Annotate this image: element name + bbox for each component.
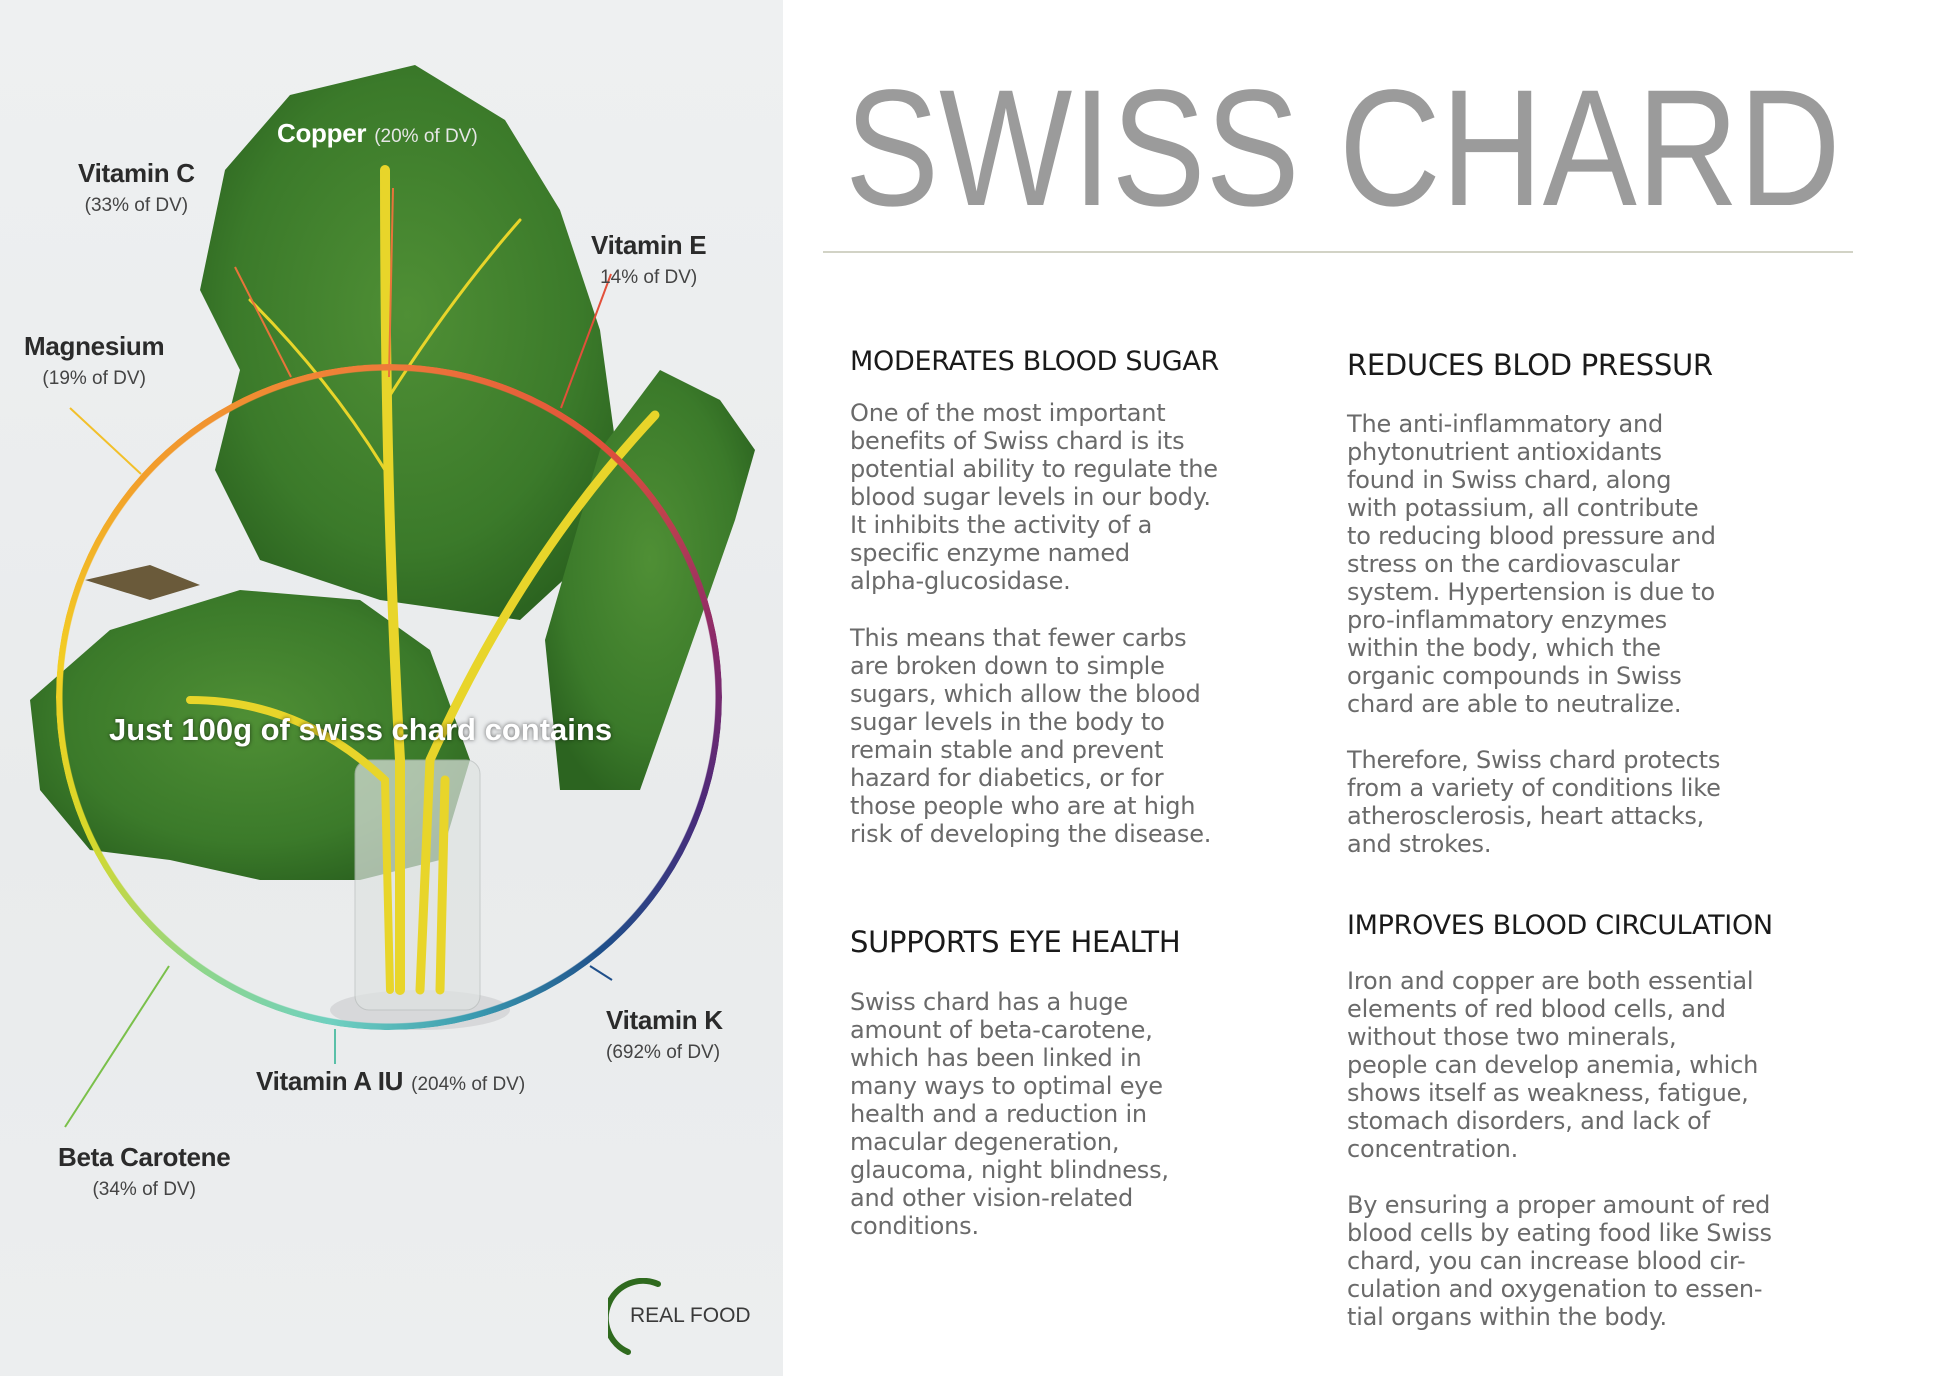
text-line: This means that fewer carbs: [850, 624, 1187, 652]
text-line: One of the most important: [850, 399, 1166, 427]
nutrient-dv: (692% of DV): [606, 1042, 721, 1063]
label-beta-carotene: [58, 1142, 230, 1201]
section-blood-sugar: [850, 346, 1330, 848]
section-heading: MODERATES BLOOD SUGAR: [850, 346, 1219, 377]
label-magnesium: [24, 331, 164, 390]
paragraph: [1347, 410, 1827, 718]
label-vitamin-e: [591, 230, 706, 289]
nutrient-name: Copper: [277, 118, 367, 148]
section-heading: IMPROVES BLOOD CIRCULATION: [1347, 910, 1773, 941]
text-line: sugar levels in the body to: [850, 708, 1165, 736]
logo-text: REAL FOOD: [630, 1304, 751, 1327]
label-vitamin-k: [606, 1005, 723, 1064]
nutrient-dv: (19% of DV): [42, 368, 146, 389]
nutrient-name: Vitamin C: [78, 158, 195, 188]
text-line: Iron and copper are both essential: [1347, 967, 1754, 995]
text-line: atherosclerosis, heart attacks,: [1347, 802, 1705, 830]
text-line: macular degeneration,: [850, 1128, 1120, 1156]
text-line: tial organs within the body.: [1347, 1303, 1667, 1331]
page-title: SWISS CHARD: [845, 56, 1841, 241]
title-divider: [823, 251, 1853, 253]
nutrient-name: Vitamin A IU: [256, 1066, 404, 1096]
text-line: from a variety of conditions like: [1347, 774, 1721, 802]
nutrient-name: Vitamin K: [606, 1005, 723, 1035]
nutrient-dv: 14% of DV): [600, 267, 698, 288]
text-line: stress on the cardiovascular: [1347, 550, 1680, 578]
text-line: It inhibits the activity of a: [850, 511, 1153, 539]
text-line: sugars, which allow the blood: [850, 680, 1201, 708]
text-line: conditions.: [850, 1212, 979, 1240]
nutrient-name: Vitamin E: [591, 230, 707, 260]
text-line: without those two minerals,: [1347, 1023, 1677, 1051]
section-heading: SUPPORTS EYE HEALTH: [850, 925, 1181, 959]
text-line: stomach disorders, and lack of: [1347, 1107, 1710, 1135]
nutrient-dv: (20% of DV): [374, 126, 478, 147]
text-line: organic compounds in Swiss: [1347, 662, 1682, 690]
section-heading: REDUCES BLOD PRESSUR: [1347, 348, 1713, 382]
section-circulation: [1347, 910, 1827, 1331]
paragraph: [850, 988, 1330, 1240]
section-blood-pressure: [1347, 348, 1827, 858]
text-line: glaucoma, night blindness,: [850, 1156, 1169, 1184]
text-line: phytonutrient antioxidants: [1347, 438, 1662, 466]
label-vitamin-a: [256, 1066, 525, 1097]
text-line: health and a reduction in: [850, 1100, 1147, 1128]
nutrient-dv: (204% of DV): [411, 1074, 526, 1095]
text-line: By ensuring a proper amount of red: [1347, 1191, 1771, 1219]
label-vitamin-c: [78, 158, 195, 217]
text-line: blood cells by eating food like Swiss: [1347, 1219, 1772, 1247]
text-line: within the body, which the: [1347, 634, 1661, 662]
text-line: concentration.: [1347, 1135, 1519, 1163]
text-line: benefits of Swiss chard is its: [850, 427, 1185, 455]
nutrient-dv: (34% of DV): [92, 1179, 196, 1200]
nutrient-ring: [56, 364, 722, 1030]
text-line: people can develop anemia, which: [1347, 1051, 1759, 1079]
text-line: culation and oxygenation to essen-: [1347, 1275, 1763, 1303]
text-line: hazard for diabetics, or for: [850, 764, 1164, 792]
label-copper: [277, 118, 478, 149]
paragraph: [1347, 746, 1827, 858]
text-line: with potassium, all contribute: [1347, 494, 1699, 522]
paragraph: [1347, 1191, 1827, 1331]
text-line: and strokes.: [1347, 830, 1492, 858]
text-line: to reducing blood pressure and: [1347, 522, 1716, 550]
section-eye-health: [850, 925, 1330, 1240]
text-line: The anti-inflammatory and: [1347, 410, 1664, 438]
text-line: Therefore, Swiss chard protects: [1347, 746, 1721, 774]
text-line: chard, you can increase blood cir-: [1347, 1247, 1746, 1275]
text-line: remain stable and prevent: [850, 736, 1164, 764]
text-line: which has been linked in: [850, 1044, 1142, 1072]
paragraph: [1347, 967, 1827, 1163]
text-line: amount of beta-carotene,: [850, 1016, 1153, 1044]
text-line: Swiss chard has a huge: [850, 988, 1128, 1016]
text-line: blood sugar levels in our body.: [850, 483, 1211, 511]
paragraph: [850, 399, 1330, 595]
text-line: system. Hypertension is due to: [1347, 578, 1715, 606]
nutrient-name: Magnesium: [24, 331, 165, 361]
text-line: alpha-glucosidase.: [850, 567, 1071, 595]
text-line: and other vision-related: [850, 1184, 1134, 1212]
text-line: chard are able to neutralize.: [1347, 690, 1682, 718]
text-line: potential ability to regulate the: [850, 455, 1218, 483]
text-line: elements of red blood cells, and: [1347, 995, 1726, 1023]
center-caption: Just 100g of swiss chard contains: [109, 712, 613, 747]
text-line: risk of developing the disease.: [850, 820, 1212, 848]
text-line: those people who are at high: [850, 792, 1196, 820]
text-line: are broken down to simple: [850, 652, 1165, 680]
text-line: specific enzyme named: [850, 539, 1130, 567]
nutrient-dv: (33% of DV): [84, 195, 189, 216]
nutrient-name: Beta Carotene: [58, 1142, 231, 1172]
infographic-panel: [0, 0, 783, 1376]
text-line: found in Swiss chard, along: [1347, 466, 1672, 494]
paragraph: [850, 624, 1330, 848]
text-line: shows itself as weakness, fatigue,: [1347, 1079, 1749, 1107]
text-line: many ways to optimal eye: [850, 1072, 1163, 1100]
text-line: pro-inflammatory enzymes: [1347, 606, 1667, 634]
